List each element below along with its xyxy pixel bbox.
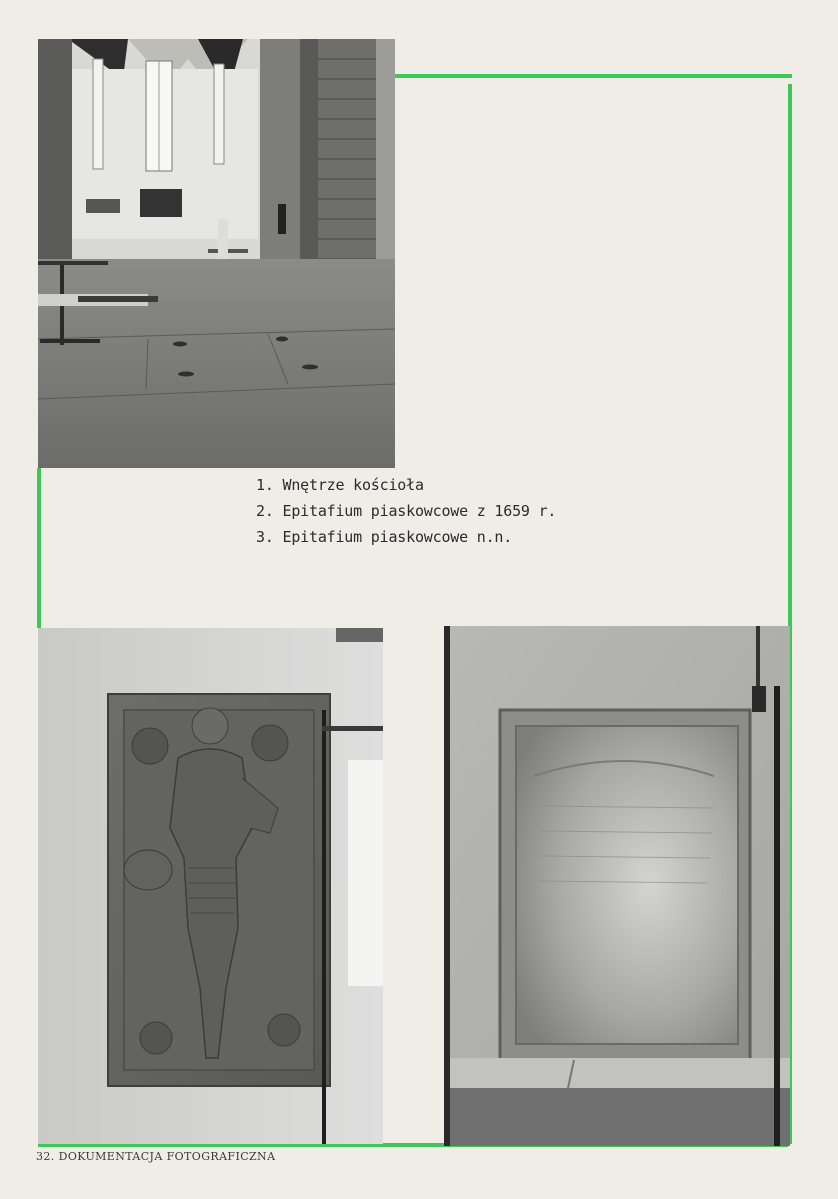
page-footer: [36, 1150, 275, 1163]
section-title: DOKUMENTACJA FOTOGRAFICZNA: [58, 1150, 276, 1163]
caption-list: [256, 472, 676, 550]
church-interior-photo: [38, 39, 395, 468]
frame-line-top: [394, 74, 792, 78]
sandstone-epitaph-unnamed-photo: [444, 626, 790, 1146]
sandstone-epitaph-1659-photo: [38, 628, 383, 1144]
frame-line-left: [37, 468, 41, 628]
page-number: 32.: [36, 1150, 55, 1163]
caption-1: 1. Wnętrze kościoła: [256, 476, 424, 494]
caption-2: 2. Epitafium piaskowcowe z 1659 r.: [256, 502, 557, 520]
caption-3: 3. Epitafium piaskowcowe n.n.: [256, 528, 513, 546]
